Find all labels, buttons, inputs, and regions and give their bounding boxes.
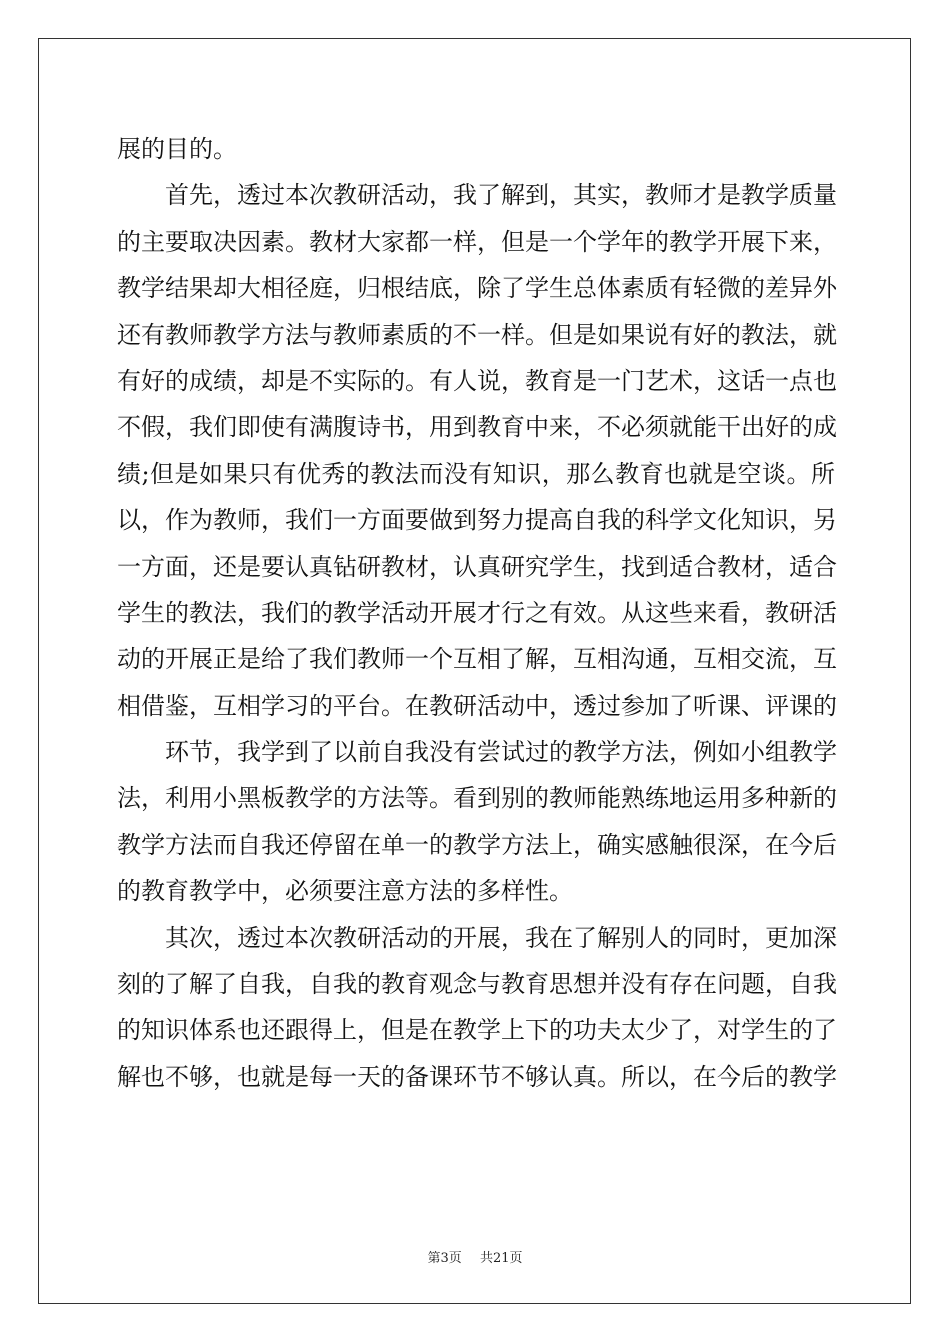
text-line: 学生的教法，我们的教学活动开展才行之有效。从这些来看，教研活 bbox=[117, 598, 837, 627]
text-line: 解也不够，也就是每一天的备课环节不够认真。所以，在今后的教学 bbox=[117, 1062, 837, 1091]
text-line: 绩;但是如果只有优秀的教法而没有知识，那么教育也就是空谈。所 bbox=[117, 459, 835, 488]
text-line: 还有教师教学方法与教师素质的不一样。但是如果说有好的教法，就 bbox=[117, 320, 837, 349]
page-footer bbox=[0, 1247, 950, 1266]
text-line: 以，作为教师，我们一方面要做到努力提高自我的科学文化知识，另 bbox=[117, 506, 837, 535]
text-line: 环节，我学到了以前自我没有尝试过的教学方法，例如小组教学 bbox=[165, 738, 837, 767]
text-line: 的教育教学中，必须要注意方法的多样性。 bbox=[117, 877, 573, 906]
text-line: 刻的了解了自我，自我的教育观念与教育思想并没有存在问题，自我 bbox=[117, 970, 837, 999]
text-line: 教学方法而自我还停留在单一的教学方法上，确实感触很深，在今后 bbox=[117, 830, 837, 859]
text-line: 的知识体系也还跟得上，但是在教学上下的功夫太少了，对学生的了 bbox=[117, 1016, 837, 1045]
text-line: 一方面，还是要认真钻研教材，认真研究学生，找到适合教材，适合 bbox=[117, 552, 837, 581]
text-line: 教学结果却大相径庭，归根结底，除了学生总体素质有轻微的差异外 bbox=[117, 274, 837, 303]
text-line: 其次，透过本次教研活动的开展，我在了解别人的同时，更加深 bbox=[165, 923, 837, 952]
text-line: 的主要取决因素。教材大家都一样，但是一个学年的教学开展下来， bbox=[117, 227, 837, 256]
page-total: 共21页 bbox=[479, 1251, 523, 1266]
text-line: 动的开展正是给了我们教师一个互相了解，互相沟通，互相交流，互 bbox=[117, 645, 837, 674]
text-line: 首先，透过本次教研活动，我了解到，其实，教师才是教学质量 bbox=[165, 181, 837, 210]
text-line: 不假，我们即使有满腹诗书，用到教育中来，不必须就能干出好的成 bbox=[117, 413, 837, 442]
text-line: 相借鉴，互相学习的平台。在教研活动中，透过参加了听课、评课的 bbox=[117, 691, 837, 720]
text-line: 法，利用小黑板教学的方法等。看到别的教师能熟练地运用多种新的 bbox=[117, 784, 837, 813]
text-line: 有好的成绩，却是不实际的。有人说，教育是一门艺术，这话一点也 bbox=[117, 366, 837, 395]
document-body bbox=[117, 126, 835, 1100]
page-number: 第3页 bbox=[427, 1251, 462, 1266]
text-line: 展的目的。 bbox=[117, 135, 237, 163]
